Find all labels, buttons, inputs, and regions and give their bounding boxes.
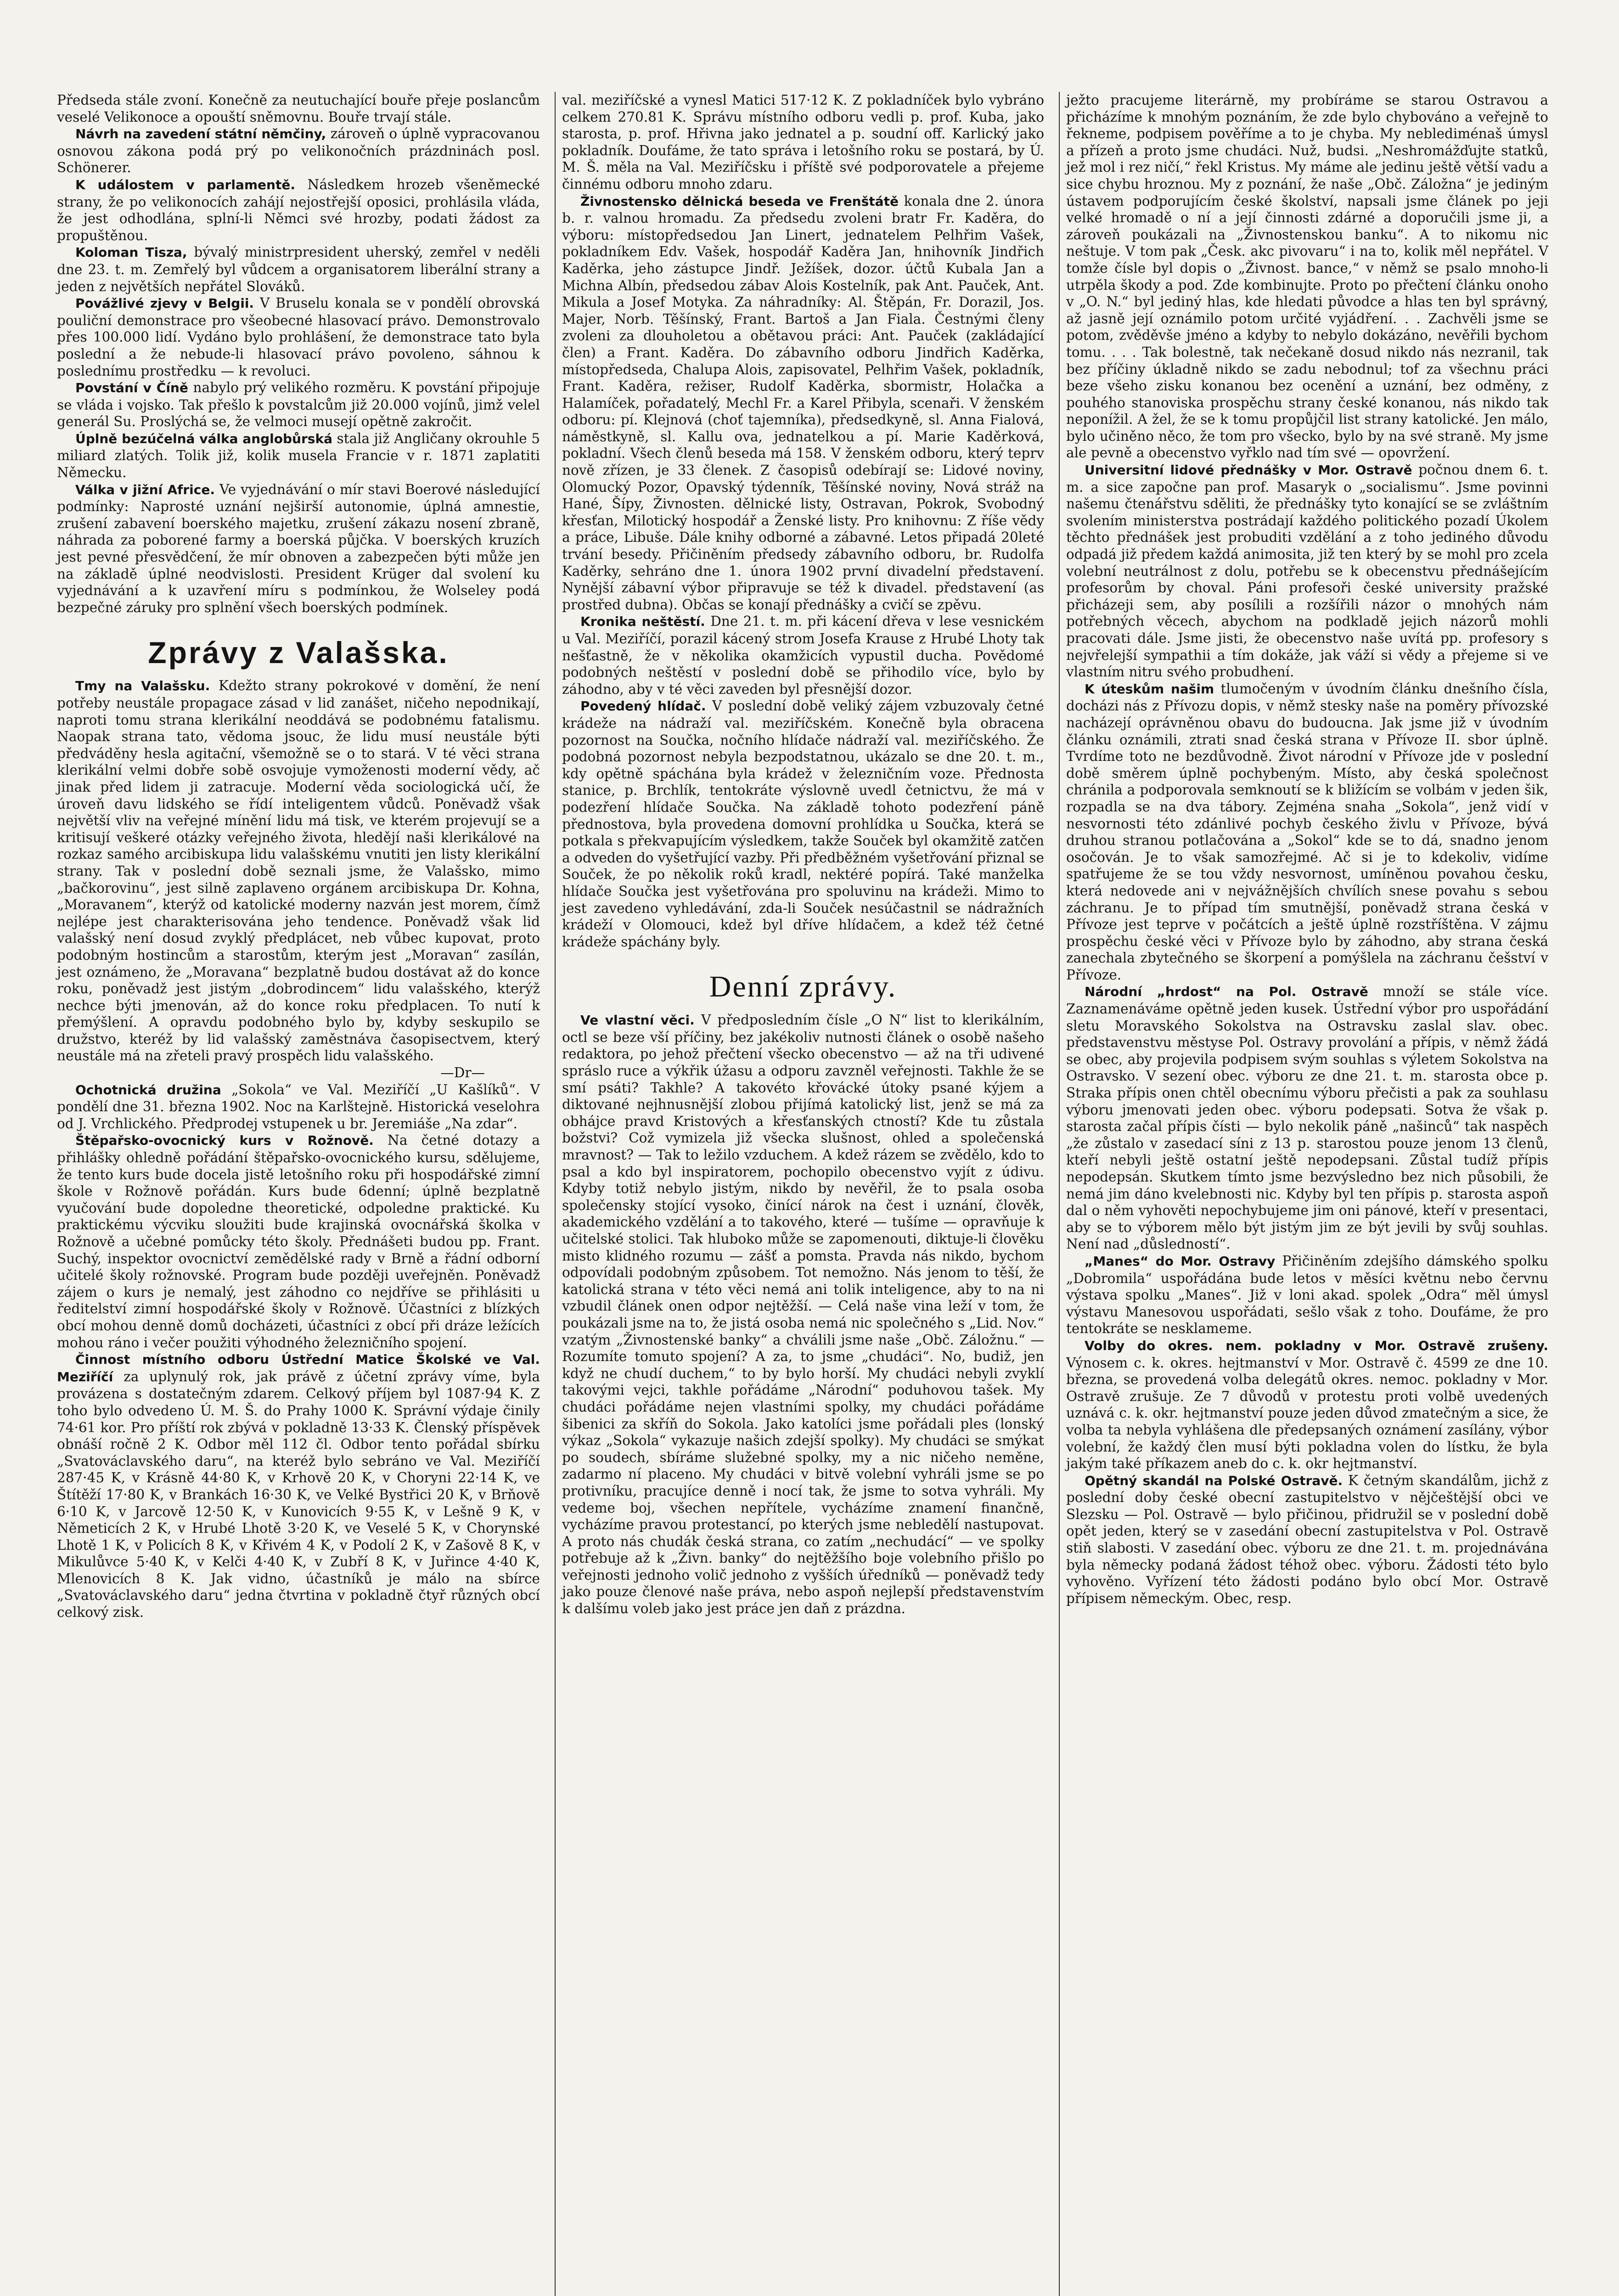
article-text: Následkem hrozeb všeněmecké strany, že po velikonocích zahájí nejostřejší oposici, prohlásila vláda, že jest odhodlána, splní-li Němci své hrozby, podati žádost za propuštěnou. [57, 176, 540, 243]
article-paragraph [1066, 461, 1548, 681]
article-lead: K úteskům našim [1085, 681, 1214, 697]
article-lead: Úplně bezúčelná válka anglobůrská [75, 431, 332, 446]
article-lead: Universitní lidové přednášky v Mor. Ostravě [1085, 462, 1412, 478]
article-lead: Tmy na Valašsku. [75, 678, 210, 694]
article-paragraph [57, 1351, 540, 1621]
section-heading: Zprávy z Valašska. [148, 636, 449, 670]
article-paragraph [1066, 1253, 1548, 1337]
article-signature: —Dr— [440, 1065, 485, 1081]
article-text: stala již Angličany okrouhle 5 miliard zlatých. Tolik již, kolik musela Francie v r. 1871 zaplatiti Německu. [57, 430, 540, 481]
article-text: Přičiněním zdejšího dámského spolku „Dobromila“ uspořádána bude letos v měsíci květnu nebo červnu výstava spolku „Manes“. Již v loni akad. spolek „Odra“ měl úmysl výstavu Manesovou uspořádati, sešlo však z toho. Doufáme, že pro tentokráte se nesklameme. [1066, 1253, 1548, 1337]
article-lead: Povedený hlídač. [580, 698, 706, 714]
article-lead: Ve vlastní věci. [580, 1013, 695, 1028]
article-text: K četným skandálům, jichž z poslední doby české obecní zastupitelstvo v nějčeštější obci ve Slezsku — Pol. Ostravě — bylo přičinou, přidružil se v poslední době opět jeden, který se v zasedání obecní zastupitelstva v Pol. Ostravě stiň slabosti. V zasedání obec. výboru ze dne 21. t. m. projednávána byla německy podaná žádost téhož obec. výboru. Žádosti této bylo vyhověno. Vyřízení této žádosti podáno bylo obcí Mor. Ostravě přípisem německým. Obec, resp. [1066, 1472, 1548, 1606]
article-text: V poslední době veliký zájem vzbuzovaly četné krádeže na nádraží val. meziříčském. Konečně byla obracena pozornost na Součka, nočního hlídače nádraží val. meziříčského. Že podobná pozornost nebyla bezpodstatnou, ukázalo se dne 20. t. m., kdy opětně spáchána byla krádež v železničním voze. Přednosta stanice, p. Brchlík, tentokráte výslovně uvedl četnictvu, že má v podezření hlídače Součka. Na základě tohoto podezření páně přednostova, byla provedena domovní prohlídka u Součka, která se potkala s překvapujícím výsledkem, takže Souček byl okamžitě zatčen a odveden do vyšetřující vazby. Při předběžném vyšetřování přiznal se Souček, že po několik roků kradl, nektéré popírá. Také manželka hlídače Součka jest vyšetřována pro spoluvinu na krádeži. Mimo to jest zavedeno vyhledávání, zda-li Souček nesúčastnil se nádražních krádeží v Olomouci, kdež byl dříve hlídačem, a kdež též četné krádeže spáchány byly. [562, 698, 1044, 950]
article-paragraph [1066, 92, 1548, 461]
article-text: ježto pracujeme literárně, my probíráme se starou Ostravou a přicházíme k mnohým poznáním, že zde bylo chybováno a veřejně to řekneme, podpisem pověříme a to je chyba. My neblediménaš úmysl a přízeň a proto jsme chudáci. Nuž, budsi. „Neshromážďujte statků, jež mol i rez ničí,“ řekl Kristus. My máme ale jedinu ještě větší vadu a sice chybu hroznou. My z poznání, že naše „Obč. Záložna“ je jediným ústavem podporujícím české školství, napsali jsme článek po jeji velké hromadě o ní a její činnosti zdárné a doporučili jsme ji, a zároveň poukázali na „Živnostenskou banku“. A to nikomu nic neštuje. V tom pak „Česk. akc pivovaru“ i na to, kolik měl nepřátel. V tomže čísle byl dopis o „Živnost. bance,“ v němž se psalo mnoho-li utrpěla škody a pod. Zde kombinujte. Proto po přečtení článku onoho v „O. N.“ byl jediný hlas, kde hledati původce a hlas ten byl správný, až jasně její oznámilo potom určité vyjádření. . . Zachvěli jsme se potom, zvěděvše jméno a kdyby to nebylo dokázáno, nevěřili bychom tomu. . . . Tak bolestně, tak nečekaně dosud nikdo nás nezranil, tak bez příčiny úkladně nikdo se zadu nebodnul; tof za všechnu práci beze všeho zisku konanou bez ocenění a uznání, bez odměny, z pouhého stanoviska prospěchu strany české konanou, nás nikdo tak neponížil. A žel, že se k tomu propůjčil list strany katolické. Jen málo, bylo učiněno něco, že tom pro všecko, bylo by na své straně. My jsme ale pevně a obecenstvo vyřklo nad tím své — opovržení. [1066, 92, 1548, 461]
article-lead: Povstání v Číně [75, 380, 188, 396]
article-lead: Opětný skandál na Polské Ostravě. [1085, 1473, 1343, 1488]
article-paragraph [562, 613, 1044, 698]
article-paragraph [1066, 681, 1548, 984]
article-text: Výnosem c. k. okres. hejtmanství v Mor. Ostravě č. 4599 ze dne 10. března, se provedená volba delegátů okres. nemoc. pokladny v Mor. Ostravě zrušuje. Ze 7 důvodů v protestu proti volbě uvedených uznává c. k. okr. hejtmanství pouze jeden důvod zmatečným a sice, že volba ta nebyla vyhlášena dle předepsaných oznámení zasílány, výbor volební, že každý člen musí býti pokladna volen do lístku, že byla jakým také příkazem aneb do c. k. okr hejtmanství. [1066, 1355, 1548, 1472]
article-text: za uplynulý rok, jak právě z účetní zprávy víme, byla provázena s dostatečným zdarem. Celkový příjem byl 1087·94 K. Z toho bylo odvedeno Ú. M. Š. do Prahy 1000 K. Správní výdaje činily 74·61 kor. Pro příští rok zbývá v pokladně 13·33 K. Členský příspěvek obnáší ročně 2 K. Odbor měl 112 čl. Odbor tento pořádal sbírku „Svatováclavského daru“, na kteréž bylo sebráno ve Val. Meziříčí 287·45 K, v Krásně 44·80 K, v Krhově 20 K, v Choryni 22·14 K, ve Štítěží 17·80 K, v Brankách 16·30 K, ve Velké Bystřici 20 K, v Brňově 6·10 K, v Jarcově 12·50 K, v Kunovicích 9·55 K, v Lešně 9 K, v Němeticích 2 K, v Hrubé Lhotě 3·20 K, ve Veselé 5 K, v Chorynské Lhotě 1 K, v Policích 8 K, v Křivém 4 K, v Podolí 2 K, v Zašově 8 K, v Mikulůvce 5·40 K, v Kelči 4·40 K, v Zubří 8 K, v Juřince 4·40 K, Mlenovicích 8 K. Jak vidno, účastníků je málo na sbírce „Svatováclavského daru“ jedna čtvrtina v pokladně čtyř různých obcí celkový zisk. [57, 1368, 540, 1621]
article-text: Předseda stále zvoní. Konečně za neutuchající bouře přeje poslancům veselé Velikonoce a opouští sněmovnu. Bouře trvají stále. [57, 92, 540, 125]
article-text: Dne 21. t. m. při kácení dřeva v lese vesnickém u Val. Meziříčí, porazil kácený strom Josefa Krause z Hrubé Lhoty tak nešťastně, že v několika okamžicích vypustil ducha. Povědomé podobných neštěstí v poslední době se přihodilo více, bylo by záhodno, aby v té věci zaveden byl přesnější dozor. [562, 613, 1044, 697]
article-lead: Kronika neštěstí. [580, 614, 705, 630]
article-paragraph [562, 1012, 1044, 1617]
article-text: Ve vyjednávání o mír stavi Boerové následující podmínky: Naprosté uznání nejširší autonomie, úplná amnestie, zrušení zabavení boerského majetku, zrušení zákazu nosení zbraně, náhrada za poborené farmy a boerská půjčka. V boerských kruzích jest pevné přesvědčení, že mír obnoven a zabezpečen býti může jen na základě úplné neodvislosti. President Krüger dal svolení ku vyjednávání a k uzavření míru s podmínkou, že Wolseley podá bezpečné záruky pro splnění všech boerských podmínek. [57, 481, 540, 615]
column-right [1059, 92, 1555, 2296]
article-paragraph [57, 481, 540, 616]
article-paragraph [57, 244, 540, 295]
article-paragraph [1066, 1472, 1548, 1607]
article-text: množí se stále více. Zaznamenáváme opětně jeden kusek. Ústřední výbor pro uspořádání sletu Moravského Sokolstva na Ostravsku zaslal slav. obec. představenstvu městyse Pol. Ostravy provolání a přípis, v němž žádá se obec, aby projevila podpisem svým souhlas s výletem Sokolstva na Ostravsko. V sezení obec. výboru ze dne 21. t. m. starosta obce p. Straka přípis onen chtěl obecnímu výboru přečisti a pak za souhlasu výboru jmenovati jeden obec. výboru podepsati. Sotva že však p. starosta začal přípis čísti — bylo nekolik páně „našinců“ tak naspěch „že zůstalo v zasedací síni z 13 p. starostou pouze jenom 13 členů, kteří nebyli ještě ostatní ještě nepodepsani. Zůstal tudíž přípis nepodepsán. Skutkem tímto jsme bezvýsledno bez nich působili, že nemá jim dáno kvelebnosti nic. Kdyby byl ten přípis p. starosta aspoň dal o něm vyhověti nepochybujeme jim oni pánové, kteří v presentaci, aby se to výborem mělo být jistým jim ze být jevili by svůj souhlas. Není nad „důsledností“. [1066, 984, 1548, 1252]
article-lead: K událostem v parlamentě. [75, 177, 295, 192]
article-paragraph [57, 677, 540, 1081]
newspaper-page [51, 92, 1548, 2296]
article-paragraph [57, 1081, 540, 1132]
article-text: V předposledním čísle „O N“ list to klerikálním, octl se beze vší příčiny, bez jakékoliv nutnosti článek o osobě našeho redaktora, po jehož přečtení všecko obecenstvo — až na tři udivené spráslo ruce a výkřik úžasu a odporu zavzněl veřejnosti. Takhle že se smí psáti? Takhle? A takovéto křovácké útoky psané kýjem a diktované nejhnusnější zlobou přijímá katolický list, jenž se má za obhájce pravd Kristových a křesťanských ctností? Kde tu zůstala božstvi? Což vymizela již všecka slušnost, ohled a společenská mravnost? — Tak to ležilo vzduchem. A kdež rázem se zvědělo, kdo to psal a kdo byl inspiratorem, pochopilo obecenstvo vyjít z údivu. Kdyby totiž nebylo jistým, nikdo by nevěřil, že to psala osoba společensky stojící vysoko, činící nárok na čest i uznání, člověk, akademického vzdělání a to takového, které — tušíme — opravňuje k učitelské stolici. Tak hluboko může se zapomenouti, diktuje-li člověku misto klidného rozumu — zášť a pomsta. Pravda nás nikdo, bychom odpovídali podobným způsobem. Tot nemožno. Nás jenom to těší, že katolická strana v této věci nemá ani tolik inteligence, aby to na ni vzbudil článek onen odpor nejtěžší. — Celá naše vina leží v tom, že poukázali jsme na to, že jistá osoba nemá nic společného s „Lid. Nov.“ vzatým „Živnostenské banky“ a chválili jsme naše „Obč. Záložnu.“ — Rozumíte tomuto spojení? A za, to jsme „chudáci“. No, budiž, jen když ne chudí duchem,“ to by bylo horší. My chudáci nebyli zvyklí takovými vejci, takhle pořádáme „Národní“ poduhovou tašek. My chudáci pořádáme nejen vlastními spolky, my chudáci pořádáme šibenici za skříň do Sokola. Jako katolíci jsme pořádali ples (lonský výkaz „Sokola“ vykazuje našich zdejší spolky). My chudáci se smýkat po soudech, sbíráme služebné spolky, my a nic ničeho neměne, zadarmo ní placeno. My chudáci v bitvě volební vyhráli jsme se po protivníku, pracujíce denně i nocí tak, že jsme to sotva vyhráli. My vedeme boj, všechen nepřítele, vycházíme znamení finančně, vycházíme pravou protestancí, po kterých jsme nebledělí nastupovat. A proto nás chudák česká strana, co zatím „nechudácí“ — ve spolky potřebuje až k „Živn. banky“ do nejtěžšího boje volebního přišlo po veřejnosti jednoho volič jednoho z vyšších úředníků — poněvadž tedy jako pouze členové naše práva, nebo aspoň nejlepší představenstvím k dalšímu voleb jako jest práce jen daň z prázdna. [562, 1012, 1044, 1617]
article-paragraph [57, 176, 540, 244]
article-text: V Bruselu konala se v pondělí obrovská pouliční demonstrace pro všeobecné hlasovací právo. Demonstrovalo přes 100.000 lidí. Vydáno bylo prohlášení, že demonstrace tato byla poslední a že nebude-li hlasovací právo povoleno, sáhnou k poslednímu prostředku — k revoluci. [57, 295, 540, 379]
article-paragraph [57, 295, 540, 379]
article-text: „Sokola“ ve Val. Meziříčí „U Kašlíků“. V pondělí dne 31. března 1902. Noc na Karlštejně. Historická veselohra od J. Vrchlického. Předprodej vstupenek u br. Jeremiáše „Na zdar“. [57, 1081, 540, 1131]
article-paragraph [562, 698, 1044, 950]
article-paragraph [57, 125, 540, 176]
article-lead: Národní „hrdost“ na Pol. Ostravě [1085, 984, 1368, 1000]
article-lead: Živnostensko dělnická beseda ve Frenštátě [580, 193, 899, 209]
column-middle [555, 92, 1051, 2296]
article-text: val. meziříčské a vynesl Matici 517·12 K. Z pokladníček bylo vybráno celkem 270.81 K. Správu místního odboru vedli p. prof. Kuba, jako starosta, p. prof. Hřivna jako jednatel a p. soudní off. Karlický jako pokladník. Doufáme, že tato správa i letošního roku se postará, by Ú. M. Š. měla na Val. Meziříčsku i příště své podporovatele a přejeme činnému odboru mnoho zdaru. [562, 92, 1044, 192]
article-text: nabylo prý velikého rozměru. K povstání připojuje se vláda i vojsko. Tak přešlo k povstalcům již 20.000 vojínů, jimž velel generál Su. Proslýchá se, že velmoci musejí opětně zakročit. [57, 380, 540, 430]
article-paragraph [1066, 983, 1548, 1253]
article-text: Na četné dotazy a přihlášky ohledně pořádání štěpařsko-ovocnického kursu, sdělujeme, že tento kurs bude docela jistě letošního roku při hospodářské zimní škole v Rožnově pořádán. Kurs bude 6denní; úplně bezplatně vyučování bude dopoledne theoretické, odpoledne praktické. Ku praktickému výcviku sloužiti bude krajinská ovocnářská školka v Rožnově a učebné pomůcky této školy. Přednášeti budou pp. Frant. Suchý, inspektor ovocnictví zemědělské rady v Brně a řádní odborní učitelé školy rožnovské. Program bude později uveřejněn. Poněvadž zájem o kurs je nemalý, jest záhodno co nejdříve se přihlásiti u ředitelství zimní hospodářské školy v Rožnově. Účastníci z blízkých obcí mohou denně domů docházeti, účastníci z obcí při dráze ležících mohou ráno i večer použiti výhodného železničního spojení. [57, 1132, 540, 1351]
article-lead: Činnost místního odboru Ústřední Matice Školské ve Val. Meziříčí [57, 1352, 540, 1384]
article-lead: Štěpařsko-ovocnický kurs v Rožnově. [75, 1133, 374, 1148]
article-paragraph [57, 92, 540, 125]
column-left [51, 92, 546, 2296]
article-paragraph [562, 193, 1044, 613]
article-text: konala dne 2. února b. r. valnou hromadu. Za předsedu zvoleni bratr Fr. Kaděra, do výboru: místopředsedou Jan Linert, jednatelem Pelhřim Vašek, pokladníkem Edv. Vašek, hospodář Kaděra Jan, hnihovník Jindřich Kaděrka, jeho zástupce Jindř. Ježíšek, dozor. účtů Kubala Jan a Michna Albín, předsedou zábav Alois Kostelník, pak Ant. Pauček, Ant. Mikula a Josef Motyka. Za náhradníky: Al. Štěpán, Fr. Dorazil, Jos. Majer, Norb. Těšínský, Frant. Bartoš a Jan Fiala. Čestnými členy zvoleni za dlouholetou a obětavou práci: Ant. Pauček (zakládající člen) a Frant. Kaděra. Do zábavního odboru Jindřich Kaděrka, místopředseda, Chalupa Alois, zapisovatel, Pelhřim Vašek, pokladník, Frant. Kaděra, režiser, Rudolf Kaděrka, sbormistr, Holačka a Halamíček, pořadatelý, Mechl Fr. a Karel Přibyla, scenaři. V ženském odboru: pí. Klejnová (choť tajemníka), předsedkyně, sl. Anna Fialová, náměstkyně, sl. Kallu ova, jednatelkou a pí. Marie Kaděrková, pokladní. Všech členů beseda má 158. V ženském odboru, který teprv nově zřízen, je 33 členek. Z časopisů odebírají se: Lidové noviny, Olomucký Pozor, Opavský týdenník, Těšínské noviny, Nová stráž na Hané, Šípy, Živnosten. dělnické listy, Ostravan, Pokrok, Svobodný křesťan, Milotický hospodář a Ženské listy. Pro knihovnu: Z říše vědy a práce, Libuše. Dále knihy odborné a zábavné. Letos připadá 20leté trvání besedy. Přičiněním předsedy zábavního odboru, br. Rudolfa Kaděrky, sehráno dne 1. února 1902 první divadelní představení. Nynější zábavní výbor připravuje se též k divadel. představení (as prostřed dubna). Občas se konají přednášky a cvičí se zpěvu. [562, 193, 1044, 613]
section-heading: Denní zprávy. [709, 970, 897, 1004]
article-lead: „Manes“ do Mor. Ostravy [1085, 1253, 1276, 1269]
article-text: zároveň o úplně vypracovanou osnovou zákona podá prý po velikonočních prázdninách posl. Schönerer. [57, 126, 540, 176]
article-lead: Ochotnická družina [75, 1082, 221, 1097]
article-text: Kdežto strany pokrokové v domění, že není potřeby neustále propagace zásad v lid zanášet, ničeho nepodnikají, naproti tomu strana klerikální neoddává se podobnému fatalismu. Naopak strana tato, vědoma jsouc, že lidu musí neustále býti předváděny hesla agitační, všemožně se o to stará. V té věci strana klerikální velmi dobře sobě osvojuje vymoženosti moderní vědy, ač jinak před lidem ji zatracuje. Moderní věda sociologická učí, že úroveň davu lidského se řídí inteligentem vůdců. Poněvadž však největší vliv na veřejné mínění lidu má tisk, ve kterém projevují se a kritisují veškeré otázky veřejného života, hledějí naši klerikálové na rozkaz samého arcibiskupa lidu valašskému vnutiti jen listy klerikální strany. Tak v poslední době seznali jsme, že Valašsko, mimo „bačkorovinu“, jest silně zaplaveno orgánem arcibiskupa Dr. Kohna, „Moravanem“, kterýž od katolické moderny nazván jest morem, čímž nejlépe jest charakterisována jeho tendence. Poněvadž však lid valašský není dosud zvyklý předplácet, neb vůbec kupovat, proto podobným hostincům a starostům, kterým jest „Moravan“ zasílán, jest oznámeno, že „Moravana“ bezplatně budou dostávat až do konce roku, poněvadž jest jistým „dobrodincem“ lidu valašského, kterýž nechce býti jmenován, až do konce roku předplacen. To nutí k přemýšlení. A opravdu podobného bylo by, kdyby seskupilo se družstvo, kteréž by lid valašský zaměstnáva časopisectvem, který neustále má na zřeteli pravý prospěch lidu valašského. [57, 678, 540, 1064]
article-text: počnou dnem 6. t. m. a sice započne pan prof. Masaryk o „socialismu“. Jsme povinni našemu čtenářstvu sděliti, že přednášky tyto konající se se zvláštním svolením ministerstva postrádají každého politického pozadí Úkolem těchto přednášek jest probuditi vzdělání a z toho jediného důvodu odpadá již předem každá animosita, již ten který by se mohl pro zcela volební neutrálnost z dolu, potřebu se k obecenstvu přednášejícím profesorům by choval. Páni profesoři české university pražské přicházeji sem, aby posílili a rozšířili názor o mnohých nám potřebných věcech, abychom na podkladě jejich názorů mohli pracovati dále. Jsme jisti, že obecenstvo naše uvítá pp. profesory s nejvřelejší sympathii a tím dokáže, jak váží si vědy a přejeme si ve vlastním nitru svého probudhení. [1066, 462, 1548, 680]
article-lead: Návrh na zavedení státní němčiny, [75, 126, 326, 142]
article-lead: Volby do okres. nem. pokladny v Mor. Ostravě zrušeny. [1085, 1338, 1548, 1353]
article-text: tlumočeným v úvodním článku dnešního čísla, docházi nás z Přívozu dopis, v němž stesky naše na poměry přívozské nacházejí oprávněnou obavu do budoucna. Jak jsme již v úvodním článku oznámili, ztrati snad česká strana v Přívoze II. sbor úplně. Tvrdíme toto ne bezdůvodně. Život národní v Přívoze jde v poslední době směrem úplně pochybeným. Místo, aby česká společnost chránila a podporovala semknoutí se k bližícím se volbám v jeden šik, rozpadla se na dva tábory. Zejména snaha „Sokola“, jenž vidí v nesvornosti této zdánlivé pochyb českého živlu v Přívoze, bývá druhou stranou potlačována a „Sokol“ kde se to dá, snadno jenom osočován. Je to však samozřejmé. Ač si je to kdekoliv, vidíme spatřujeme že se tou vždy nesvornost, umíněnou povahou česku, která nedovede ani v nejvážnějších chvílích snese povahu s sebou záchranu. Je to případ tím smutnější, poněvadž strana česká v Přívoze jest teprve v počátcích a ještě úplně rozstříštěna. V zájmu prospěchu české věci v Přívoze bylo by záhodno, aby strana česká zanechala zbytečného se škorpení a pomýšlela na záchranu češství v Přívoze. [1066, 681, 1548, 983]
article-lead: Koloman Tisza, [75, 245, 187, 260]
article-paragraph [57, 379, 540, 430]
article-paragraph [1066, 1337, 1548, 1472]
article-paragraph [562, 92, 1044, 193]
article-text: bývalý ministrpresident uherský, zemřel v neděli dne 23. t. m. Zemřelý byl vůdcem a organisatorem liberální strany a jeden z největších nepřátel Slováků. [57, 244, 540, 294]
article-lead: Válka v jižní Africe. [75, 482, 215, 497]
article-lead: Povážlivé zjevy v Belgii. [75, 296, 254, 311]
article-paragraph [57, 430, 540, 481]
article-paragraph [57, 1132, 540, 1351]
